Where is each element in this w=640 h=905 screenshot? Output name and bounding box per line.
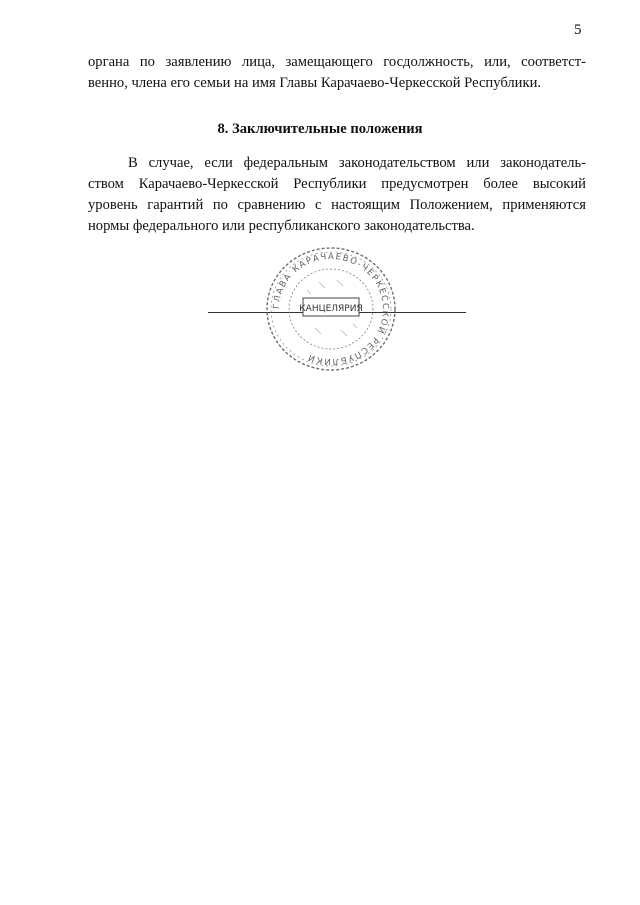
section-heading: 8. Заключительные положения [217,121,423,137]
paragraph-line: венно, члена его семьи на имя Главы Карачаево-Черкесской Республики. [88,75,542,91]
paragraph-line: В случае, если федеральным законодательством или законодатель- [128,155,586,171]
page-number: 5 [574,22,582,38]
paragraph-line: ством Карачаево-Черкесской Республики предусмотрен более высокий [88,176,586,192]
paragraph-line: нормы федерального или республиканского законодательства. [88,218,475,234]
section-paragraph [88,153,586,237]
continuation-paragraph [88,52,586,94]
official-stamp [263,244,399,374]
paragraph-line: органа по заявлению лица, замещающего госдолжность, или, соответст- [88,54,586,70]
stamp-center-text: КАНЦЕЛЯРИЯ [299,304,363,314]
paragraph-line: уровень гарантий по сравнению с настоящим Положением, применяются [88,197,586,213]
stamp-ring-text: ГЛАВА КАРАЧАЕВО-ЧЕРКЕССКОЙ РЕСПУБЛИКИ [271,251,391,367]
